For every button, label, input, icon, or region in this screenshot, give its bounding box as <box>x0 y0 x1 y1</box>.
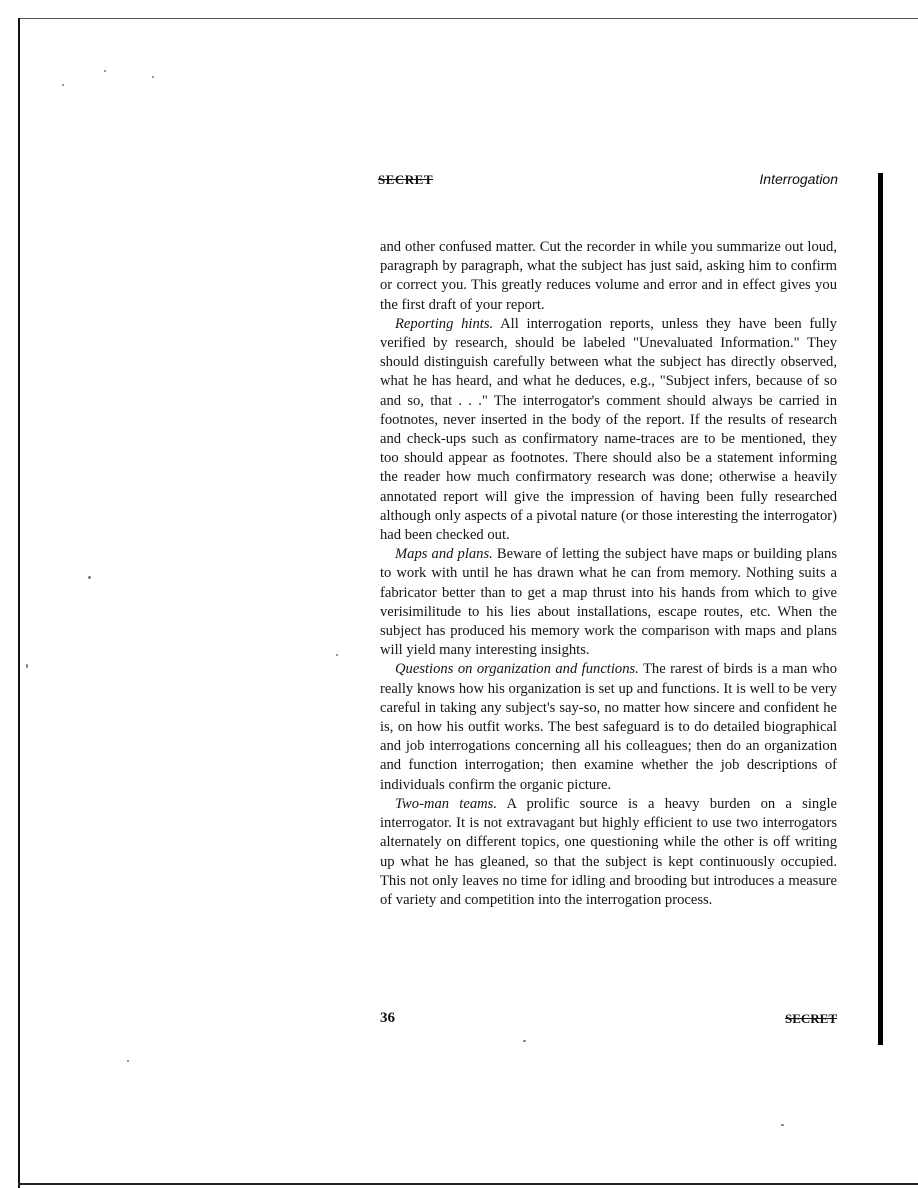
paragraph-text: A prolific source is a heavy burden on a single interrogator. It is not extravagant but highly efficient to use two interrogators alternately on different topics, one questioning while the other is off writing up what he has gleaned, so that the subject is kept continuously occupied. This not only leaves no time for idling and brooding but introduces a measure of variety and competition into the interrogation process. <box>380 795 838 908</box>
running-header-title: Interrogation <box>759 171 838 187</box>
paragraph-heading: Maps and plans. <box>395 546 493 563</box>
classification-marking-top: SECRET <box>378 172 434 187</box>
paragraph-text: The rarest of birds is a man who really knows how his organization is set up and functions. It is well to be very careful in taking any subject's say-so, no matter how sincere and confident he is, on how his outfit works. The best safeguard is to do detailed biographical and job interrogations concerning all his colleagues; then do an organization and function interrogation; then examine whether the job descriptions of individuals confirm the organic picture. <box>380 661 838 793</box>
paragraph-text: Beware of letting the subject have maps or building plans to work with until he has drawn what he can from memory. Nothing suits a fabricator better than to get a map thrust into his hands from which to give verisimilitude to his lies about installations, escape routes, etc. When the subject has produced his memory work the comparison with maps and plans will yield many interesting insights. <box>380 546 837 659</box>
paragraph-heading: Two-man teams. <box>395 795 498 812</box>
paragraph-reporting-hints <box>380 315 837 545</box>
page-number: 36 <box>380 1010 395 1026</box>
paragraph-text: All interrogation reports, unless they have been fully verified by research, should be labeled "Unevaluated Information." They should distinguish carefully between what the subject has directly observed, what he has heard, and what he deduces, e.g., "Subject infers, because of so and so, that . . ." The interrogator's comment should always be carried in footnotes, never inserted in the body of the report. If the results of research and check-ups such as confirmatory name-traces are to be mentioned, they too should appear as footnotes. There should also be a statement informing the reader how much confirmatory research was done; otherwise a heavily annotated report will give the impression of having been fully researched although only aspects of a pivotal nature (or those interesting the interrogator) had been checked out. <box>380 315 837 544</box>
paragraph-continuation <box>380 238 837 315</box>
scan-speck <box>127 1060 129 1062</box>
margin-bar <box>878 173 883 1045</box>
scan-top-edge <box>20 18 918 19</box>
scan-speck <box>152 76 154 78</box>
paragraph-text: and other confused matter. Cut the recorder in while you summarize out loud, paragraph by paragraph, what the subject has just said, asking him to confirm or correct you. This greatly reduces volume and error and in effect gives you the first draft of your report. <box>380 239 837 313</box>
page-body <box>380 238 837 910</box>
paragraph-two-man-teams <box>380 795 837 910</box>
scan-left-edge <box>18 18 20 1188</box>
scan-bottom-edge <box>18 1183 918 1185</box>
classification-marking-bottom: SECRET <box>785 1011 838 1026</box>
scan-speck <box>104 70 106 72</box>
paragraph-maps-and-plans <box>380 545 837 660</box>
paragraph-heading: Questions on organization and functions. <box>395 661 639 678</box>
scan-speck <box>26 664 28 668</box>
scan-speck <box>88 576 91 579</box>
scan-speck <box>336 654 338 656</box>
paragraph-organization-functions <box>380 660 837 794</box>
paragraph-heading: Reporting hints. <box>395 315 494 332</box>
scan-speck <box>62 84 64 86</box>
scan-speck <box>781 1124 784 1126</box>
scan-speck <box>523 1040 526 1042</box>
